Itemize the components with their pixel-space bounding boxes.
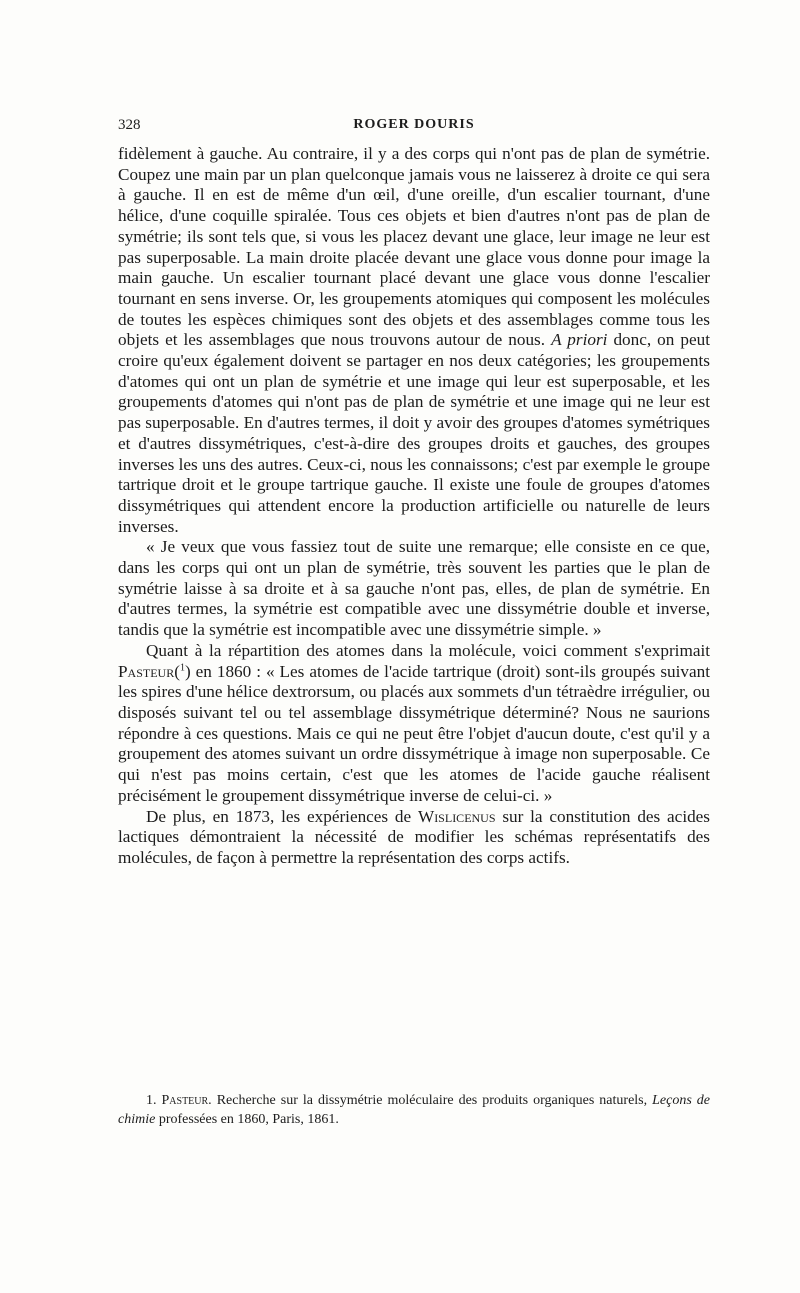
author-name-pasteur: Pasteur xyxy=(118,661,175,681)
paragraph-3: Quant à la répartition des atomes dans la molécule, voici comment s'exprimait Pasteur($^1$) en 1860 : « Les atomes de l'acide tartrique (droit) sont-ils groupés suivant les spires d'une hélice dextrorsum, ou placés aux sommets d'un tétraèdre irrégulier, ou disposés suivant tel ou tel assemblage dissymétrique déterminé? Nous ne saurions répondre à ces questions. Mais ce qui ne peut être l'objet d'aucun doute, c'est qu'il y a groupement des atomes suivant un ordre dissymétrique à image non superposable. Ce qui n'est pas moins certain, c'est que les atomes de l'acide gauche réalisent précisément le groupement dissymétrique inverse de celui-ci. » xyxy=(118,640,710,805)
paragraph-4 xyxy=(118,807,710,869)
author-name-wislicenus: Wislicenus xyxy=(417,806,496,826)
footnote-marker: 1. xyxy=(146,1093,157,1108)
footnote-text-a: Recherche sur la dissymétrie moléculaire des produits organiques naturels, xyxy=(216,1093,648,1108)
paragraph-4-text-b: sur la constitution des acides lactiques démontraient la nécessité de modifier les schémas représentatifs des molécules, de façon à permettre la représentation des corps actifs. xyxy=(118,806,710,867)
footnote-text-b: professées en 1860, Paris, 1861. xyxy=(158,1112,339,1127)
running-head xyxy=(118,117,710,137)
running-title: ROGER DOURIS xyxy=(353,117,475,132)
page-number: 328 xyxy=(118,117,141,133)
paragraph-2: « Je veux que vous fassiez tout de suite une remarque; elle consiste en ce que, dans les corps qui ont un plan de symétrie, très souvent les parties que le plan de symétrie laisse à sa droite et à sa gauche n'ont pas, elles, de plan de symétrie. En d'autres termes, la symétrie est compatible avec une dissymétrie double et inverse, tandis que la symétrie est incompatible avec une dissymétrie simple. » xyxy=(118,537,710,640)
paragraph-1-text-a: fidèlement à gauche. Au contraire, il y a des corps qui n'ont pas de plan de symétrie. Coupez une main par un plan quelconque jamais vous ne laisserez à droite ce qui sera à gauche. Il en est de même d'un œil, d'une oreille, d'un escalier tournant, d'une hélice, d'une coquille spiralée. Tous ces objets et bien d'autres n'ont pas de plan de symétrie; ils sont tels que, si vous les placez devant une glace, leur image ne leur est pas superposable. La main droite placée devant une glace vous donne pour image la main gauche. Un escalier tournant placé devant une glace vous donne l'escalier tournant en sens inverse. Or, les groupements atomiques qui composent les molécules de toutes les espèces chimiques sont des objets et des assemblages comme tous les objets et les assemblages que nous trouvons autour de nous. xyxy=(118,144,710,350)
paragraph-1-text-b: donc, on peut croire qu'eux également doivent se partager en nos deux catégories; les groupements d'atomes qui ont un plan de symétrie et une image qui leur est superposable, et les groupements d'atomes qui n'ont pas de plan de symétrie et une image qui ne leur est pas superposable. En d'autres termes, il doit y avoir des groupes d'atomes symétriques et d'autres dissymétriques, c'est-à-dire des groupes droits et gauches, des groupes inverses les uns des autres. Ceux-ci, nous les connaissons; c'est par exemple le groupe tartrique droit et le groupe tartrique gauche. Il existe une foule de groupes d'atomes dissymétriques qui attendent encore la production artificielle ou naturelle de leurs inverses. xyxy=(118,330,710,536)
body-text xyxy=(118,144,710,869)
paragraph-4-text-a: De plus, en 1873, les expériences de xyxy=(146,806,412,826)
footnote-reference: 1 xyxy=(179,661,185,673)
latin-phrase: A priori xyxy=(551,330,608,350)
footnote-italic-title: Leçons de chimie xyxy=(118,1093,710,1127)
paragraph-1 xyxy=(118,144,710,537)
paragraph-3-text-a: Quant à la répartition des atomes dans la molécule, voici comment s'exprimait xyxy=(146,640,710,660)
footnotes xyxy=(118,1091,710,1129)
footnote-1 xyxy=(118,1091,710,1129)
footnote-author: Pasteur. xyxy=(161,1093,212,1108)
paragraph-3-text-b: en 1860 : « Les atomes de l'acide tartrique (droit) sont-ils groupés suivant les spires d'une hélice dextrorsum, ou placés aux sommets d'un tétraèdre irrégulier, ou disposés suivant tel ou tel assemblage dissymétrique déterminé? Nous ne saurions répondre à ces questions. Mais ce qui ne peut être l'objet d'aucun doute, c'est qu'il y a groupement des atomes suivant un ordre dissymétrique à image non superposable. Ce qui n'est pas moins certain, c'est que les atomes de l'acide gauche réalisent précisément le groupement dissymétrique inverse de celui-ci. » xyxy=(118,661,710,805)
